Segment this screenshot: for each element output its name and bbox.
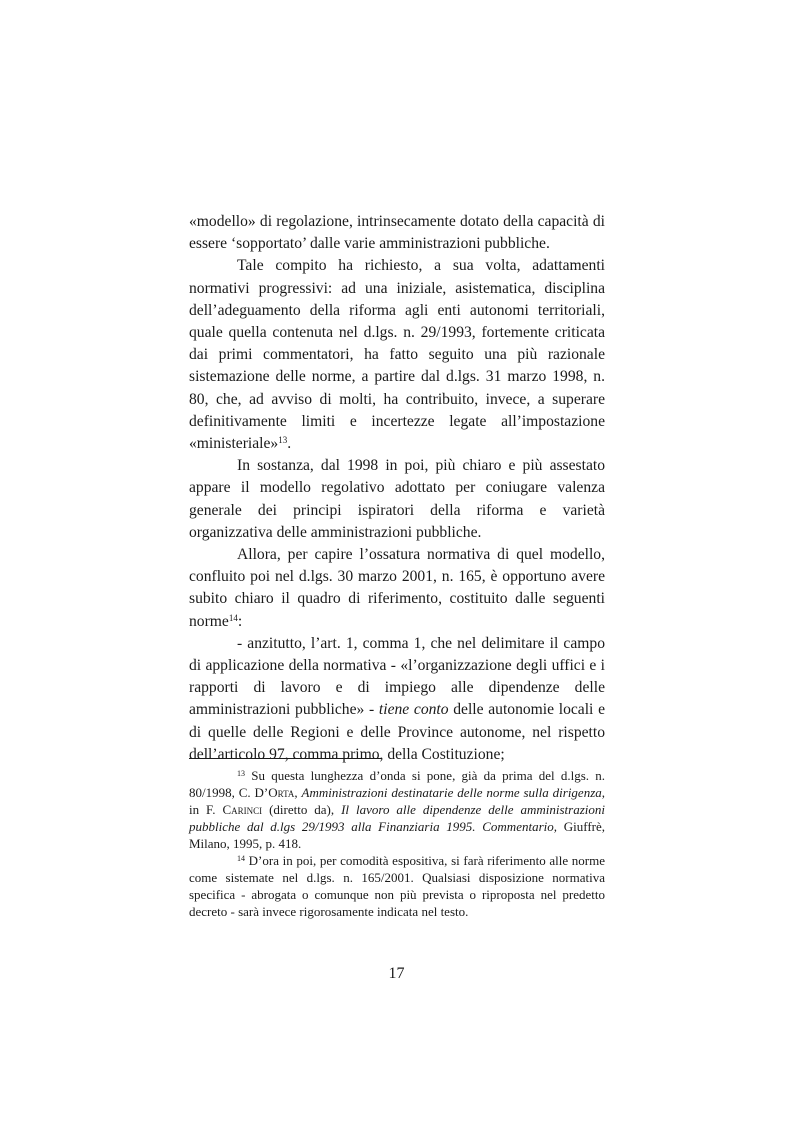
paragraph-text: Tale compito ha richiesto, a sua volta, adattamenti normativi progressivi: ad una iniziale, asistematica, disciplina dell’adeguamento della riforma agli enti autonomi territoriali, quale quella contenuta nel d.lgs. n. 29/1993, fortemente criticata dai primi commentatori, ha fatto seguito una più razionale sistemazione delle norme, a partire dal d.lgs. 31 marzo 1998, n. 80, che, ad avviso di molti, ha contribuito, invece, a superare definitivamente limiti e incertezze legate all’impostazione «ministeriale» xyxy=(189,257,605,453)
main-text xyxy=(189,211,605,766)
footnote-13 xyxy=(189,767,605,852)
footnote-text: , xyxy=(294,785,302,800)
footnote-separator xyxy=(189,758,381,759)
emphasis: tiene conto xyxy=(378,701,449,719)
author-name: Carinci xyxy=(222,802,263,817)
footnote-14 xyxy=(189,852,605,920)
paragraph-continuation xyxy=(189,211,605,255)
footnote-ref-14[interactable]: 14 xyxy=(228,612,238,623)
footnote-text: (diretto da), xyxy=(262,802,342,817)
paragraph-text: Allora, per capire l’ossatura normativa di quel modello, confluito poi nel d.lgs. 30 marzo 2001, n. 165, è opportuno avere subito chiaro il quadro di riferimento, costituito dalle seguenti norme xyxy=(189,546,605,630)
footnote-ref-13[interactable]: 13 xyxy=(278,435,288,446)
footnote-text: Su questa lunghezza d’onda si pone, già da prima del d.lgs. n. 80/1998, C. D’ xyxy=(189,768,605,800)
footnote-text: Giuffrè, Milano, 1995, p. 418. xyxy=(189,819,605,851)
paragraph xyxy=(189,633,605,766)
author-name: Orta xyxy=(268,785,295,800)
footnote-text: D’ora in poi, per comodità espositiva, si farà riferimento alle norme come sistemate nel d.lgs. n. 165/2001. Qualsiasi disposizione normativa specifica - abrogata o comunque non più prevista o riproposta nel predetto decreto - sarà invece rigorosamente indicata nel testo. xyxy=(189,853,605,919)
paragraph-text: In sostanza, dal 1998 in poi, più chiaro e più assestato appare il modello regolativo adottato per coniugare valenza generale dei principi ispiratori della riforma e varietà organizzativa delle amministrazioni pubbliche. xyxy=(189,457,605,541)
paragraph xyxy=(189,544,605,633)
page-number: 17 xyxy=(388,965,405,982)
footnote-text: , in F. xyxy=(189,785,606,817)
footnotes xyxy=(189,767,605,920)
footnote-number: 13 xyxy=(237,769,245,778)
paragraph-tail: . xyxy=(287,435,292,453)
paragraph-text: - anzitutto, l’art. 1, comma 1, che nel delimitare il campo di applicazione della normativa - «l’organizzazione degli uffici e i rapporti di lavoro e di impiego alle dipendenze delle amministrazioni pubbliche» - xyxy=(189,634,605,719)
work-title: Il lavoro alle dipendenze delle amministrazioni pubbliche dal d.lgs 29/1993 alla Finanziaria 1995. Commentario, xyxy=(189,802,605,834)
paragraph xyxy=(189,455,605,544)
work-title: Amministrazioni destinatarie delle norme sulla dirigenza xyxy=(301,785,602,800)
paragraph xyxy=(189,255,605,455)
paragraph-text: «modello» di regolazione, intrinsecamente dotato della capacità di essere ‘sopportato’ dalle varie amministrazioni pubbliche. xyxy=(189,213,605,253)
footnote-number: 14 xyxy=(237,854,245,863)
paragraph-text: delle autonomie locali e di quelle delle Regioni e delle Province autonome, nel rispetto dell’articolo 97, comma primo, della Costituzione; xyxy=(189,701,605,763)
paragraph-tail: : xyxy=(237,612,243,630)
